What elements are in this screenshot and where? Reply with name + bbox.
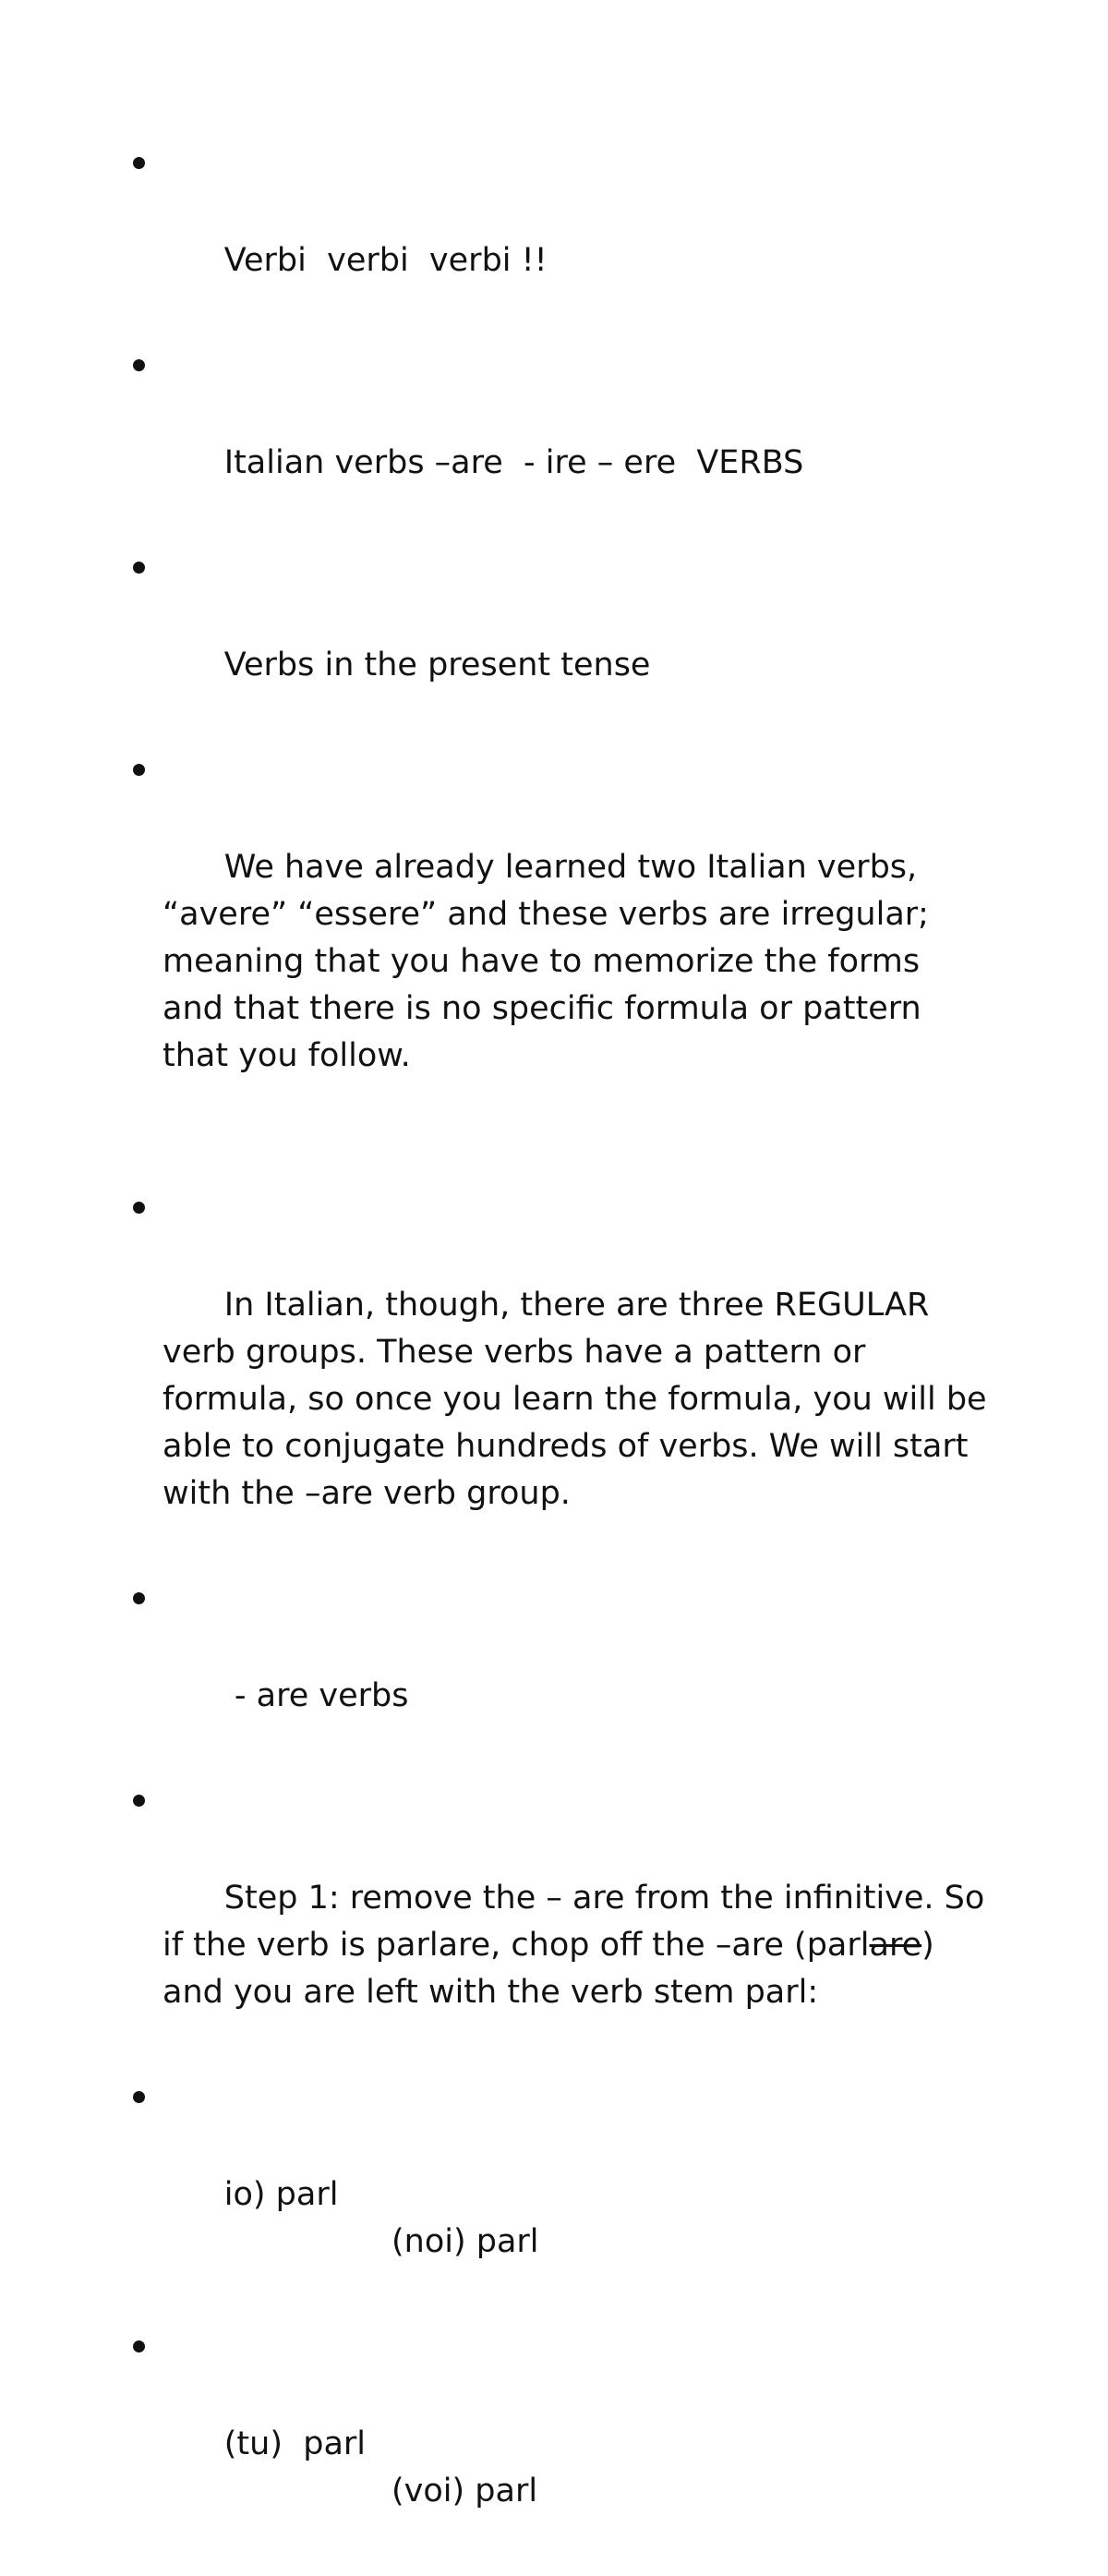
list-item [129, 750, 988, 1127]
list-item [129, 345, 988, 534]
item-text: We have already learned two Italian verbs, “avere” “essere” and these verbs are irregular; meaning that you have to memorize the forms and that there is no specific formula or pattern that you follow. [163, 849, 940, 1074]
list-item [129, 2077, 988, 2313]
bullet-icon [133, 764, 145, 776]
conjugation-left: (tu) parl [223, 2425, 367, 2462]
item-text-before: Step 1: remove the – are from the infinitive. So if the verb is parlare, chop off the –are (parl [163, 1880, 995, 1964]
bullet-icon [133, 2340, 145, 2352]
bullet-icon [133, 157, 145, 169]
list-item [129, 548, 988, 736]
conjugation-left: io) parl [223, 2176, 339, 2213]
list-item [129, 143, 988, 332]
list-item [129, 1188, 997, 1565]
item-text: - are verbs [223, 1677, 409, 1714]
item-text-after: ) and you are left with the verb stem parl: [163, 1927, 945, 2011]
conjugation-right: (noi) parl [391, 2223, 539, 2260]
bullet-list [129, 143, 997, 2576]
item-text: Italian verbs –are - ire – ere VERBS [223, 444, 804, 481]
list-item [129, 1578, 988, 1767]
bullet-icon [133, 562, 145, 574]
conjugation-right: (voi) parl [391, 2473, 538, 2509]
bullet-icon [133, 2091, 145, 2103]
bullet-icon [133, 1202, 145, 1214]
item-text: In Italian, though, there are three REGULAR verb groups. These verbs have a pattern or formula, so once you learn the formula, you will be able to conjugate hundreds of verbs. We will start with the –are verb group. [163, 1287, 997, 1512]
bullet-icon [133, 359, 145, 371]
item-text: Verbs in the present tense [223, 647, 651, 683]
list-item [129, 2327, 988, 2562]
list-item [129, 1781, 995, 2063]
item-text: Verbi verbi verbi !! [223, 242, 548, 279]
struck-ending: are [869, 1927, 922, 1964]
bullet-icon [133, 1592, 145, 1604]
bullet-icon [133, 1795, 145, 1807]
